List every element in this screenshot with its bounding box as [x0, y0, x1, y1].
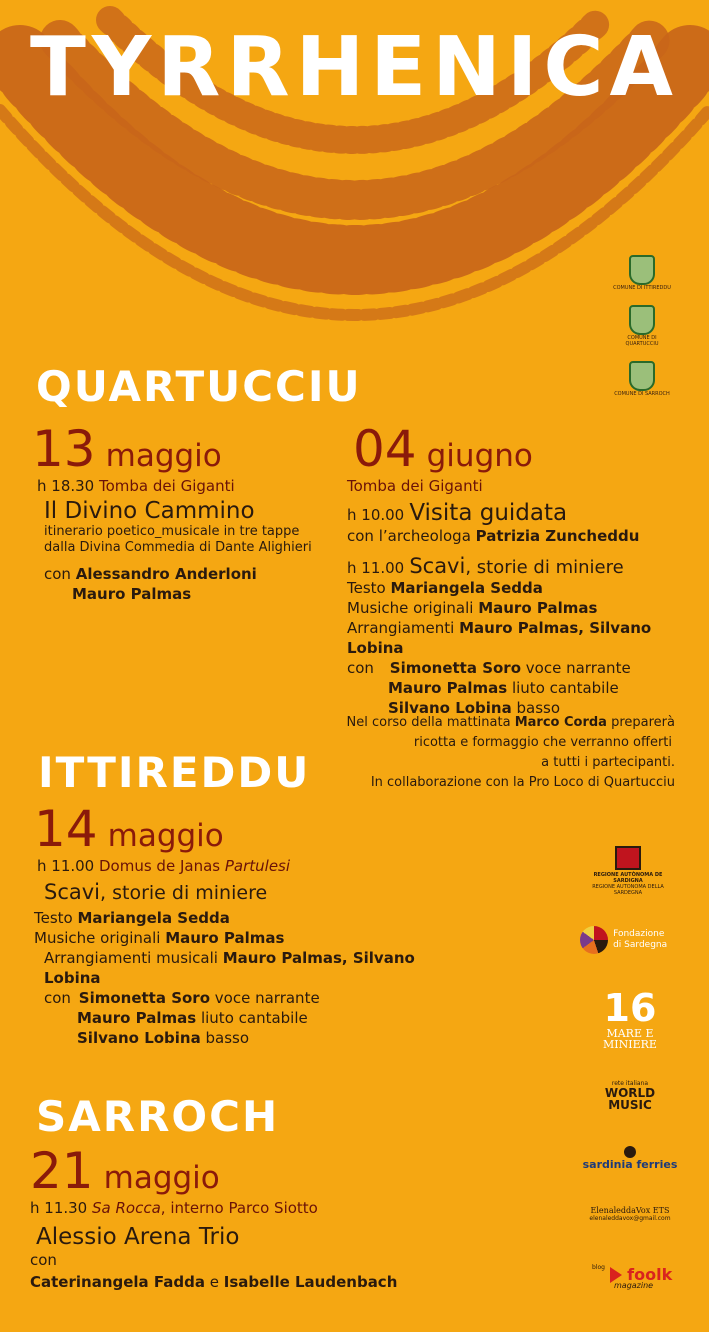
artist-name: Mauro Palmas [72, 585, 192, 603]
event-21-maggio [30, 1142, 470, 1292]
artist-name: Simonetta Soro [389, 659, 522, 677]
page-title: TYRRHENICA [29, 20, 679, 115]
date-day: 14 [34, 800, 98, 858]
sponsor-elenaledda [572, 1206, 688, 1222]
fondazione-logo-icon [580, 926, 608, 954]
event-time: h 18.30 [37, 477, 95, 495]
con-label: con [347, 659, 374, 677]
credit-label: Arrangiamenti musicali [44, 949, 218, 967]
event-title-rest: , storie di miniere [100, 882, 268, 904]
event-title: Visita guidata [409, 500, 568, 526]
sponsor-sardinia-ferries [580, 1146, 680, 1171]
date-month: maggio [105, 438, 222, 474]
event-venue: Tomba dei Giganti [347, 477, 483, 495]
date-month: giugno [426, 438, 533, 474]
note-text: Nel corso della mattinata [346, 715, 511, 730]
sponsor-label: sardinia ferries [582, 1158, 678, 1171]
artist-name: Marco Corda [514, 715, 607, 730]
artist-role: basso [516, 699, 561, 717]
artist-name: Caterinangela Fadda [30, 1273, 205, 1291]
artist-name: Alessandro Anderloni [75, 565, 257, 583]
place-quartucciu: QUARTUCCIU [36, 362, 362, 411]
logo-label: COMUNE DI ITTIREDDU [613, 285, 671, 291]
event-venue: Tomba dei Giganti [99, 477, 235, 495]
place-sarroch: SARROCH [36, 1092, 280, 1141]
credit-label: Musiche originali [347, 599, 474, 617]
with-text: con l’archeologa [347, 527, 471, 545]
con-label: con [44, 565, 71, 583]
sarroch-crest-icon [629, 361, 655, 391]
and-label: e [209, 1273, 219, 1291]
note-text: ricotta e formaggio che verranno offerti [413, 735, 672, 750]
event-time: h 11.00 [347, 559, 405, 577]
note-text: a tutti i partecipanti. [541, 755, 675, 770]
event-13-maggio [32, 420, 342, 604]
place-ittireddu: ITTIREDDU [38, 748, 311, 797]
artist-name: Simonetta Soro [78, 989, 211, 1007]
sponsor-mare-miniere [590, 988, 670, 1050]
ras-crest-icon [615, 846, 641, 870]
artist-name: Mauro Palmas [388, 679, 508, 697]
sponsor-label: WORLD MUSIC [604, 1086, 656, 1112]
logo-label: COMUNE DI QUARTUCCIU [625, 335, 659, 347]
event-title: Scavi [44, 880, 101, 904]
credit-label: Arrangiamenti [347, 619, 455, 637]
municipal-logos [612, 255, 672, 397]
sponsor-label: foolk [627, 1265, 673, 1284]
artist-name: Mariangela Sedda [390, 579, 543, 597]
con-label: con [30, 1251, 57, 1269]
event-time: h 11.30 [30, 1199, 88, 1217]
sponsor-label: ElenaleddaVox ETS [590, 1206, 670, 1215]
sponsor-ras [578, 846, 678, 896]
event-desc: dalla Divina Commedia di Dante Alighieri [44, 540, 312, 555]
event-desc: itinerario poetico_musicale in tre tappe [44, 524, 300, 539]
artist-role: liuto cantabile [511, 679, 619, 697]
credit-label: Testo [347, 579, 386, 597]
event-14-maggio [34, 800, 474, 1048]
sponsor-fondazione [580, 926, 680, 954]
quartucciu-crest-icon [629, 305, 655, 335]
sponsor-label: Fondazione di Sardegna [613, 929, 668, 950]
note-text: In collaborazione con la Pro Loco di Quartucciu [370, 775, 675, 790]
artist-name: Silvano Lobina [77, 1029, 201, 1047]
event-title-rest: , storie di miniere [465, 557, 624, 578]
credit-label: Musiche originali [34, 929, 161, 947]
event-time: h 11.00 [37, 857, 95, 875]
artist-role: basso [205, 1029, 250, 1047]
artist-name: Silvano Lobina [388, 699, 512, 717]
artist-name: Mauro Palmas, Silvano Lobina [347, 619, 652, 657]
date-month: maggio [103, 1160, 220, 1196]
logo-label: COMUNE DI SARROCH [614, 391, 670, 397]
ittireddu-crest-icon [629, 255, 655, 285]
event-title: Scavi [409, 554, 466, 578]
event-title: Alessio Arena Trio [36, 1224, 240, 1250]
sponsor-label: elenaleddavox@gmail.com [589, 1215, 671, 1222]
event-venue: , interno Parco Siotto [160, 1199, 318, 1217]
sponsor-label: MARE E MINIERE [603, 1027, 657, 1051]
artist-name: Mauro Palmas, Silvano Lobina [44, 949, 415, 987]
date-month: maggio [107, 818, 224, 854]
sponsor-foolk [592, 1264, 678, 1290]
date-day: 21 [30, 1142, 94, 1200]
event-venue: Domus de Janas [99, 857, 221, 875]
artist-role: voce narrante [214, 989, 320, 1007]
date-day: 13 [32, 420, 96, 478]
artist-role: liuto cantabile [200, 1009, 308, 1027]
sponsor-number: 16 [603, 986, 657, 1030]
event-time: h 10.00 [347, 506, 405, 524]
date-day: 04 [353, 420, 417, 478]
artist-name: Isabelle Laudenbach [223, 1273, 398, 1291]
artist-name: Mauro Palmas [478, 599, 598, 617]
ferries-logo-icon [624, 1146, 636, 1158]
sponsor-label: blog [592, 1264, 605, 1271]
event-title: Il Divino Cammino [44, 498, 255, 524]
event-venue-ital: Partulesi [224, 857, 291, 875]
sponsor-world-music [590, 1080, 670, 1111]
artist-name: Mauro Palmas [165, 929, 285, 947]
sponsor-label: REGIONE AUTONOMA DELLA SARDEGNA [592, 884, 664, 896]
artist-name: Mauro Palmas [77, 1009, 197, 1027]
sponsor-label: rete italiana [611, 1080, 649, 1087]
artist-name: Mariangela Sedda [77, 909, 230, 927]
sponsor-label: magazine [614, 1281, 654, 1290]
credit-label: Testo [34, 909, 73, 927]
event-04-giugno [347, 420, 687, 718]
con-label: con [44, 989, 71, 1007]
event-note [335, 713, 675, 793]
sponsor-label: REGIONE AUTÒNOMA DE SARDIGNA [593, 872, 663, 884]
artist-name: Patrizia Zuncheddu [475, 527, 640, 545]
artist-role: voce narrante [525, 659, 631, 677]
event-venue-ital: Sa Rocca [92, 1199, 161, 1217]
note-text: preparerà [611, 715, 675, 730]
